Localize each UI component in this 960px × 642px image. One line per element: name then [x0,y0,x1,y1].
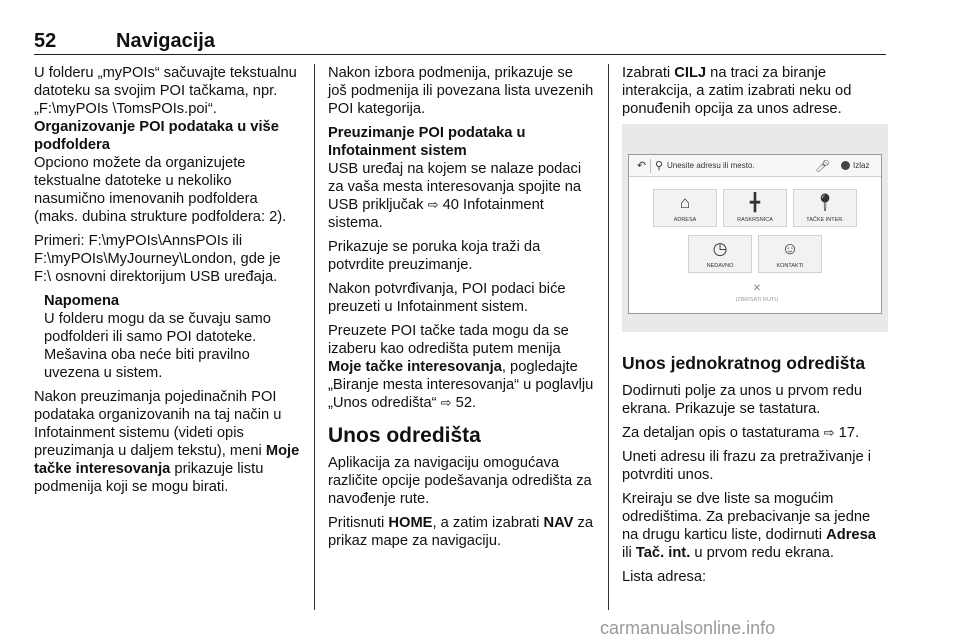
text-run: u prvom redu ekrana. [690,545,834,561]
menu-name: Moje tačke interesovanja [328,359,502,375]
page-ref[interactable]: 40 [442,197,459,213]
menu-name: Moje tačke interesovanja [34,443,300,477]
exit-button[interactable]: Izlaz [853,161,870,170]
text-run: Za detaljan opis o tastaturama [622,425,824,441]
screen-top-bar [629,155,881,177]
subheading-subfolders: Organizovanje POI podataka u više podfoldera [34,119,279,153]
note-box [34,292,300,382]
page-ref[interactable]: 52 [455,395,472,411]
paragraph: Nakon izbora podmenija, prikazuje se još podmenija ili povezana lista uvezenih POI kategorija. [328,65,594,117]
page-ref-arrow-icon: ⇨ [427,197,439,212]
page-ref[interactable]: 17 [838,425,856,441]
paragraph: Uneti adresu ili frazu za pretraživanje i potvrditi unos. [622,449,871,483]
text-run: prikazuje listu podmenija koji se mogu birati. [34,461,264,495]
button-name: HOME [388,515,433,531]
button-name: CILJ [674,65,707,81]
header-rule [34,54,886,55]
close-icon[interactable]: ✕ [752,283,762,294]
tab-name: Adresa [826,527,876,543]
poi-pin-icon: 📍︎ [814,193,836,212]
contacts-icon: ☺ [781,239,799,258]
text-run: Izabrati [622,65,675,81]
back-arrow-icon[interactable]: ↶ [633,159,651,173]
tile-label: TAČKE INTER. [806,217,844,223]
tile-intersection[interactable] [723,189,787,227]
paragraph: Aplikacija za navigaciju omogućava različite opcije podešavanja odredišta za navođenje rute. [328,455,592,507]
voice-icon[interactable]: 🎤︎ [815,159,831,173]
paragraph [622,64,888,118]
tile-poi[interactable] [793,189,857,227]
button-name: NAV [543,515,574,531]
text-run: Infotainment sistema. [328,197,544,231]
clear-route-label[interactable]: IZBRISATI RUTU [735,297,779,303]
infotainment-screenshot [622,124,888,332]
screen-panel [628,154,882,314]
text-run: na traci za biranje interakcija, a zatim izabrati neku od ponuđenih opcija za unos adrese. [622,65,852,117]
text-run: Kreiraju se dve liste sa mogućim odredištima. Za prebacivanje sa jedne na drugu karticu liste, dodirnuti [622,491,871,543]
tile-contacts[interactable] [758,235,822,273]
paragraph: U folderu „myPOIs“ sačuvajte tekstualnu datoteku sa svojim POI tačkama, npr. „F:\myPOIs \TomsPOIs.poi“. [34,65,297,117]
paragraph: Lista adresa: [622,569,707,585]
paragraph: Prikazuje se poruka koja traži da potvrdite preuzimanje. [328,239,541,273]
text-run: za prikaz mape za navigaciju. [328,515,593,549]
paragraph: Za detaljan opis o tastaturama ⇨ 17. [622,425,860,441]
paragraph [328,160,594,232]
page-ref-arrow-icon: ⇨ [823,425,835,440]
tile-label: RASKRSNICA [737,217,773,223]
text-run: Nakon preuzimanja pojedinačnih POI podataka organizovanih na taj način u Infotainment sistemu (videti opis preuzimanja u daljem tekstu), meni [34,389,282,459]
paragraph: Opciono možete da organizujete tekstualne datoteke u nekoliko nasumično imenovanih podfoldera (maks. dubina strukture podfoldera: 2). [34,155,287,225]
tab-name: Tač. int. [635,545,691,561]
text-run: , pogledajte „Biranje mesta interesovanja“ u poglavlju „Unos odredišta“ [328,359,594,411]
tile-label: KONTAKTI [776,263,804,269]
text-run: ili [622,545,636,561]
paragraph: Preuzete POI tačke tada mogu da se izaberu kao odredišta putem menija Moje tačke interesovanja, pogledajte „Biranje mesta interesovanja“ u poglavlju „Unos odredišta“ ⇨ 52. [328,323,594,411]
destination-search-input[interactable]: Unesite adresu ili mesto. [667,161,755,170]
tile-address[interactable] [653,189,717,227]
search-icon: ⚲ [655,160,664,172]
recent-icon: ◷ [712,239,728,258]
paragraph [34,388,300,496]
text-run: Pritisnuti [328,515,389,531]
exit-icon[interactable] [841,161,850,170]
subheading-download: Preuzimanje POI podataka u Infotainment sistem [328,125,526,159]
page-title: Navigacija [116,30,215,52]
tile-label: NEDAVNO [706,263,734,269]
text-run: , a zatim izabrati [432,515,544,531]
page-number: 52 [34,30,57,52]
tile-label: ADRESA [673,217,697,223]
paragraph: Primeri: F:\myPOIs\AnnsPOIs ili F:\myPOIs\MyJourney\London, gde je F:\ osnovni direktorijum USB uređaja. [34,233,281,285]
paragraph: Dodirnuti polje za unos u prvom redu ekrana. Prikazuje se tastatura. [622,383,863,417]
paragraph: Nakon potvrđivanja, POI podaci biće preuzeti u Infotainment sistem. [328,281,566,315]
column-divider [314,64,315,610]
column-2 [328,64,594,556]
section-title: Unos jednokratnog odredišta [622,353,866,373]
paragraph [328,514,594,550]
column-3 [622,64,888,592]
column-divider [608,64,609,610]
home-icon: ⌂ [679,193,691,212]
paragraph [622,490,888,562]
column-1 [34,64,300,502]
tile-recent[interactable] [688,235,752,273]
page-header [34,30,886,52]
text-run: USB uređaj na kojem se nalaze podaci za vaša mesta interesovanja spojite na USB priključak [328,161,582,213]
page-ref-arrow-icon: ⇨ [440,395,452,410]
intersection-icon: ╋ [749,193,761,212]
watermark: carmanualsonline.info [600,618,776,638]
text-run: Preuzete POI tačke tada mogu da se izaberu kao odredišta putem menija [328,323,569,357]
note-title: Napomena [44,293,120,309]
section-title: Unos odredišta [328,424,481,447]
note-text: U folderu mogu da se čuvaju samo podfolderi ili samo POI datoteke. Mešavina oba neće biti pravilno uvezena u sistem. [44,311,271,381]
